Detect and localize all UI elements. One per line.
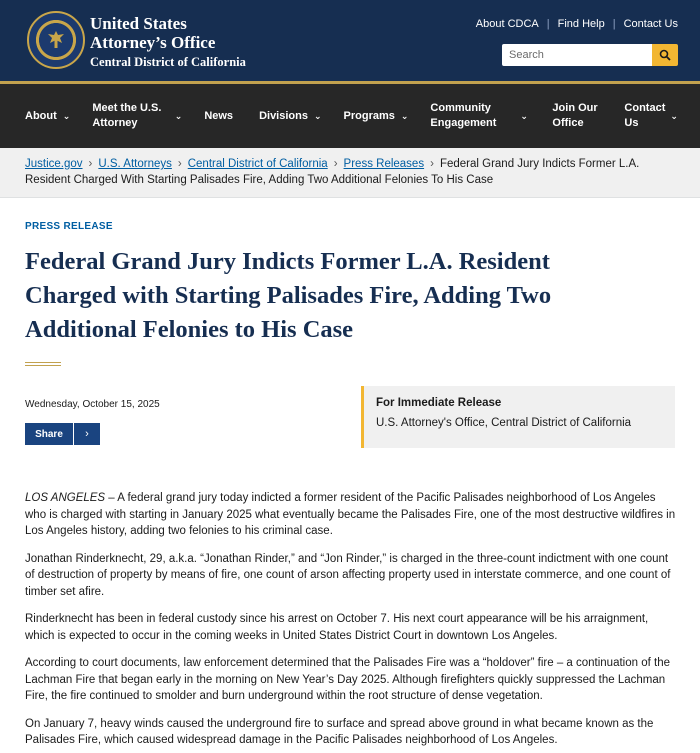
share-control (25, 423, 160, 445)
org-line-2: Attorney’s Office (90, 33, 216, 52)
release-info-box (361, 386, 675, 448)
breadcrumb-central-district[interactable]: Central District of California (187, 158, 328, 170)
nav-label: News (204, 109, 234, 122)
org-line-3: Central District of California (90, 55, 246, 69)
separator: | (612, 18, 616, 30)
title-divider (25, 362, 61, 366)
share-expand-button[interactable] (74, 423, 100, 445)
chevron-down-icon: ⌄ (400, 110, 409, 121)
nav-meet-us-attorney[interactable] (92, 101, 182, 131)
paragraph: According to court documents, law enforcement determined that the Palisades Fire was a “holdover” fire – a continuation of the Lachman Fire that began early in the morning on New Year’s Day 2025. Although firefighters quickly suppressed the Lachman Fire, the fire continued to smolder and burn underground within the root structure of dense vegetation. (25, 657, 670, 702)
nav-label: About (25, 109, 57, 122)
chevron-right-icon: › (177, 158, 182, 170)
search-icon (659, 49, 671, 61)
nav-join-our-office[interactable] (552, 101, 602, 131)
article-meta (25, 386, 675, 448)
site-header (0, 0, 700, 84)
contact-us-link[interactable]: Contact Us (623, 18, 678, 30)
search-form (502, 44, 678, 66)
utility-links (468, 18, 678, 30)
chevron-down-icon: ⌄ (174, 110, 183, 121)
chevron-down-icon: ⌄ (62, 110, 71, 121)
paragraph (25, 490, 677, 540)
nav-label: Divisions (259, 109, 308, 122)
org-line-1: United States (90, 14, 187, 33)
chevron-right-icon: › (88, 158, 93, 170)
article (0, 221, 700, 749)
chevron-down-icon: ⌄ (313, 110, 322, 121)
chevron-down-icon: ⌄ (520, 110, 528, 121)
breadcrumb-press-releases[interactable]: Press Releases (343, 158, 425, 170)
search-input[interactable] (502, 44, 652, 66)
paragraph: Rinderknecht has been in federal custody since his arrest on October 7. His next court appearance will be his arraignment, which is expected to occur in the coming weeks in United States District Court in downtown Los Angeles. (25, 613, 649, 642)
breadcrumb-us-attorneys[interactable]: U.S. Attorneys (98, 158, 172, 170)
nav-news[interactable] (204, 109, 233, 124)
nav-label: Programs (343, 109, 395, 122)
separator: | (546, 18, 550, 30)
chevron-right-icon: › (333, 158, 338, 170)
date-and-share (25, 386, 160, 448)
nav-about[interactable] (25, 109, 70, 124)
nav-label: Community Engagement (430, 102, 497, 129)
nav-label: Join Our Office (552, 102, 598, 129)
breadcrumb (0, 148, 700, 198)
search-button[interactable] (652, 44, 678, 66)
about-cdca-link[interactable]: About CDCA (475, 18, 539, 30)
breadcrumb-current: Federal Grand Jury Indicts Former L.A. Resident Charged With Starting Palisades Fire, Adding Two Additional Felonies To His Case (25, 158, 640, 186)
release-type: For Immediate Release (376, 397, 502, 409)
nav-label: Meet the U.S. Attorney (92, 102, 162, 129)
eagle-icon (44, 28, 68, 52)
paragraph: On January 7, heavy winds caused the underground fire to surface and spread above ground in what became known as the Palisades Fire, which caused widespread damage in the Pacific Palisades neighborhood of Los Angeles. (25, 717, 654, 746)
doj-seal-icon[interactable] (27, 11, 85, 69)
find-help-link[interactable]: Find Help (557, 18, 605, 30)
paragraph: Jonathan Rinderknecht, 29, a.k.a. “Jonathan Rinder,” and “Jon Rinder,” is charged in the three-count indictment with one count of destruction of property by means of fire, one count of arson affecting property used in interstate commerce, and one count of timber set afire. (25, 552, 671, 598)
paragraph-text: – A federal grand jury today indicted a former resident of the Pacific Palisades neighborhood of Los Angeles who is charged with starting in January 2025 what eventually became the Palisades Fire, one of the most destructive wildfires in Los Angeles history, adding two felonies to his criminal case. (25, 492, 676, 537)
nav-divisions[interactable] (259, 109, 321, 124)
publish-date: Wednesday, October 15, 2025 (25, 399, 160, 410)
site-title[interactable] (90, 14, 246, 70)
nav-contact-us[interactable] (624, 101, 676, 131)
share-button[interactable]: Share (25, 423, 73, 445)
nav-label: Contact Us (624, 102, 666, 129)
press-release-label: PRESS RELEASE (25, 221, 113, 232)
chevron-right-icon: › (85, 428, 89, 440)
page-title: Federal Grand Jury Indicts Former L.A. Resident Charged with Starting Palisades Fire, Adding Two Additional Felonies to His Case (25, 248, 552, 343)
chevron-right-icon: › (430, 158, 434, 170)
nav-community-engagement[interactable] (430, 101, 530, 131)
dateline: LOS ANGELES (25, 492, 106, 504)
breadcrumb-justice-gov[interactable]: Justice.gov (25, 158, 83, 170)
nav-programs[interactable] (344, 109, 409, 124)
chevron-down-icon: ⌄ (670, 110, 678, 121)
article-body (25, 490, 677, 749)
release-office: U.S. Attorney's Office, Central District of California (376, 417, 632, 429)
main-nav (0, 84, 700, 148)
